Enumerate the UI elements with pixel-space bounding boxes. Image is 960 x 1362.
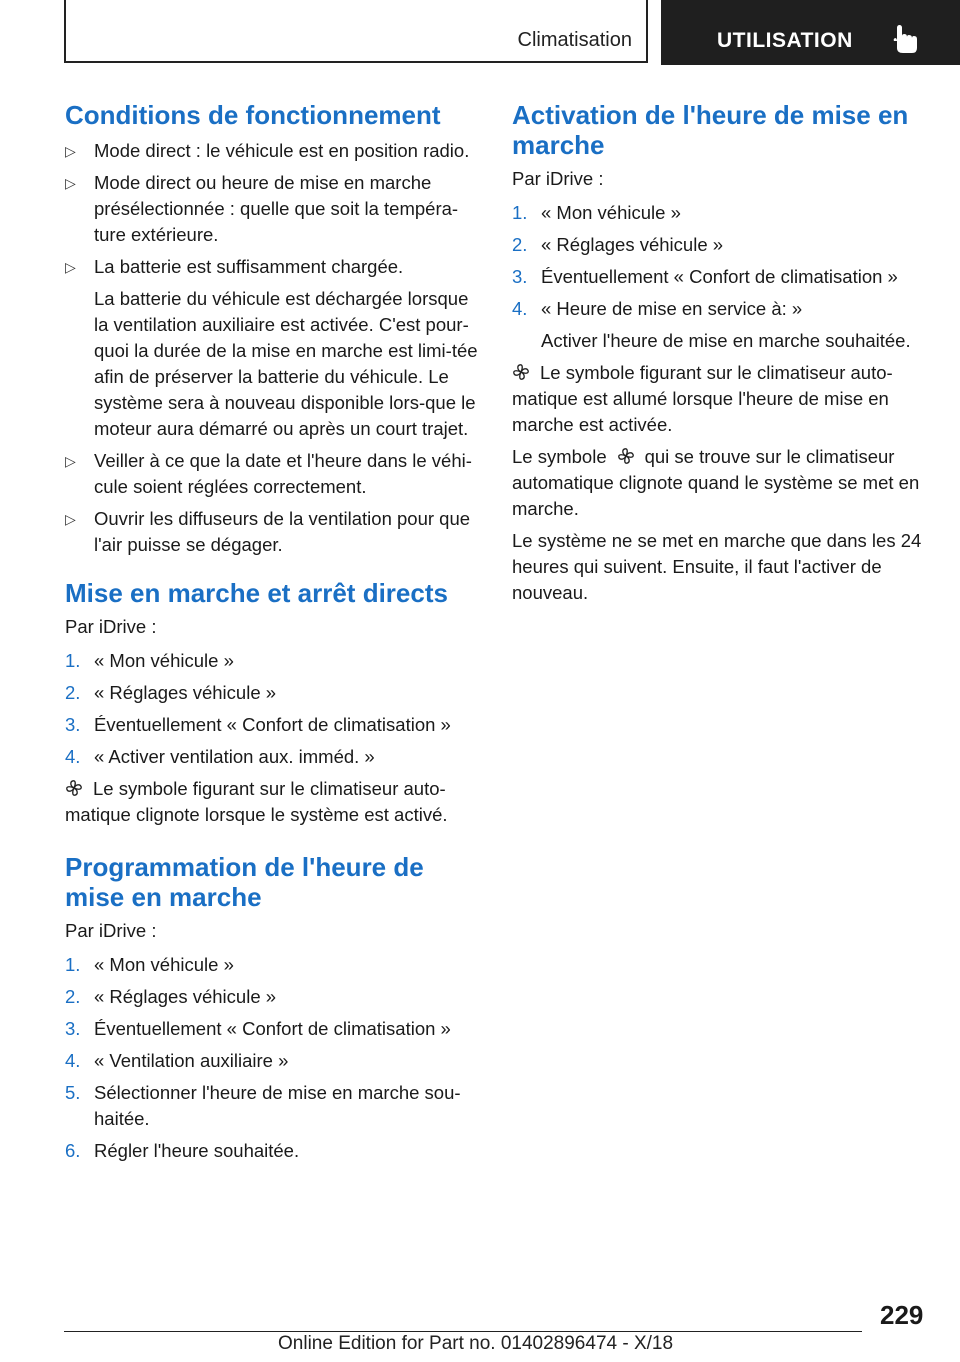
direct-intro: Par iDrive :: [65, 616, 157, 637]
list-item: 1. « Mon véhicule »: [65, 650, 234, 671]
chapter-title: UTILISATION: [717, 29, 853, 52]
list-item: 5. Sélectionner l'heure de mise en marche sou-haitée.: [65, 1082, 461, 1129]
activation-steps: [512, 200, 930, 354]
direct-note: Le symbole figurant sur le climatiseur auto-matique clignote lorsque le système est activé.: [65, 778, 448, 825]
list-item: 6. Régler l'heure souhaitée.: [65, 1140, 300, 1161]
list-item: ▷ Ouvrir les diffuseurs de la ventilation pour que l'air puisse se dégager.: [65, 506, 483, 558]
list-item: 3. Éventuellement « Confort de climatisation »: [512, 266, 898, 287]
list-item: 2. « Réglages véhicule »: [512, 234, 724, 255]
section-tab: [64, 0, 648, 63]
list-item: ▷ La batterie est suffisamment chargée. La batterie du véhicule est déchargée lorsque la ventilation auxiliaire est activée. C'est pour-quoi la durée de la mise en marche est limi-tée afin de préserver la batterie du véhicule. Le système sera à nouveau disponible lors-que le moteur aura démarré ou après un court trajet.: [65, 254, 483, 442]
activation-intro: Par iDrive :: [512, 168, 604, 189]
list-item: ▷ Mode direct : le véhicule est en position radio.: [65, 138, 483, 164]
list-item: 3. Éventuellement « Confort de climatisation »: [65, 1018, 451, 1039]
right-column: [512, 100, 930, 606]
page-header: [64, 0, 960, 66]
footer-edition: Online Edition for Part no. 01402896474 - X/18: [278, 1333, 674, 1354]
activation-note-3: Le système ne se met en marche que dans les 24 heures qui suivent. Ensuite, il faut l'activer de nouveau.: [512, 530, 922, 603]
list-item: 4. « Activer ventilation aux. imméd. »: [65, 746, 375, 767]
left-column: [65, 100, 483, 1170]
programming-heading: Programmation de l'heure de mise en marche: [65, 852, 424, 912]
list-item: 2. « Réglages véhicule »: [65, 986, 277, 1007]
conditions-heading: Conditions de fonctionnement: [65, 100, 441, 130]
direct-heading: Mise en marche et arrêt directs: [65, 578, 448, 608]
list-item: ▷ Mode direct ou heure de mise en marche présélectionnée : quelle que soit la tempéra-ture extérieure.: [65, 170, 483, 248]
list-item: 4. « Heure de mise en service à: » Activer l'heure de mise en marche souhaitée.: [512, 296, 930, 354]
step-sub: Activer l'heure de mise en marche souhaitée.: [541, 330, 911, 351]
programming-intro: Par iDrive :: [65, 920, 157, 941]
conditions-list: [65, 138, 483, 558]
hand-pointer-icon: [893, 24, 919, 54]
list-item: ▷ Veiller à ce que la date et l'heure dans le véhi-cule soient réglées correctement.: [65, 448, 483, 500]
activation-heading: Activation de l'heure de mise en marche: [512, 100, 909, 160]
section-title: Climatisation: [517, 29, 632, 51]
list-item: 1. « Mon véhicule »: [65, 954, 234, 975]
page-number: 229: [880, 1300, 924, 1330]
list-item: 2. « Réglages véhicule »: [65, 682, 277, 703]
battery-note: La batterie du véhicule est déchargée lorsque la ventilation auxiliaire est activée. C'est pour-quoi la durée de la mise en marche est limi-tée afin de préserver la batterie du véhicule. Le système sera à nouveau disponible lors-que le moteur aura démarré ou après un court trajet.: [94, 288, 478, 439]
activation-note-2: Le symbole qui se trouve sur le climatiseur automatique clignote quand le système se met en marche.: [512, 446, 920, 519]
list-item: 4. « Ventilation auxiliaire »: [65, 1050, 289, 1071]
fan-icon: [65, 779, 83, 797]
activation-note-1: Le symbole figurant sur le climatiseur auto-matique est allumé lorsque l'heure de mise en marche est activée.: [512, 362, 893, 435]
direct-steps: [65, 648, 483, 770]
fan-icon: [512, 363, 530, 381]
programming-steps: [65, 952, 483, 1164]
chapter-tab: [661, 0, 960, 65]
list-item: 3. Éventuellement « Confort de climatisation »: [65, 714, 451, 735]
fan-icon: [617, 447, 635, 465]
list-item: 1. « Mon véhicule »: [512, 202, 681, 223]
footer-divider: [64, 1331, 862, 1332]
